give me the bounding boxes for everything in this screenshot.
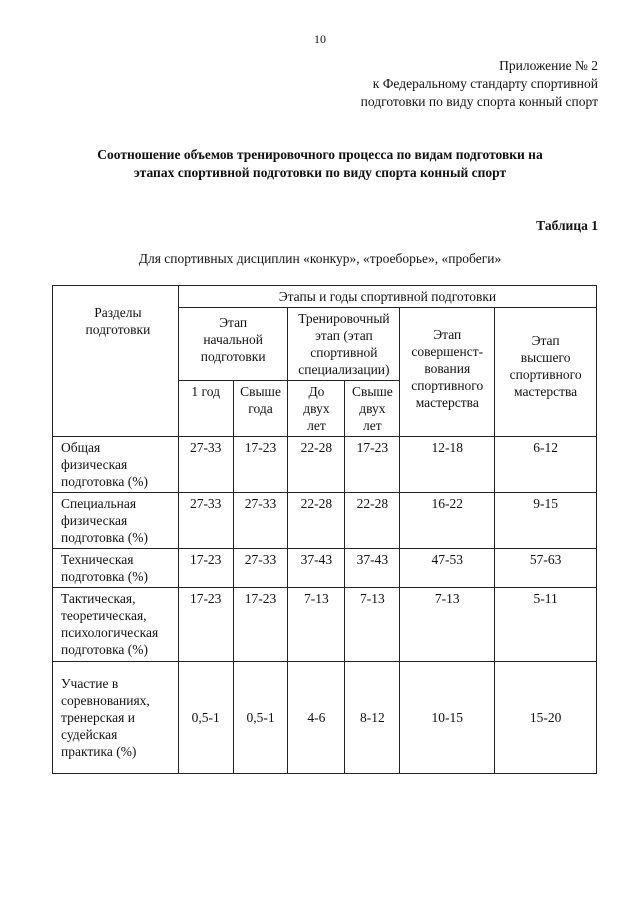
header-stage-initial: [178, 308, 288, 381]
header-text-line: этап (этап: [315, 328, 373, 343]
row-label-cell: [53, 437, 179, 493]
table-row: [53, 493, 597, 549]
header-text-line: года: [248, 401, 273, 416]
row-label-line: практика (%): [61, 744, 137, 759]
value-cell: 57-63: [495, 549, 597, 588]
row-label-line: тренерская и: [61, 710, 135, 725]
row-label-line: подготовка (%): [61, 530, 149, 545]
table-row: [53, 437, 597, 493]
row-label-line: физическая: [61, 513, 128, 528]
header-sections-cell: [53, 286, 179, 437]
training-ratio-table: [52, 285, 597, 774]
header-text-line: мастерства: [514, 384, 578, 399]
value-cell: 15-20: [495, 662, 597, 774]
header-stage-training: [288, 308, 400, 381]
header-text-line: лет: [307, 418, 326, 433]
value-cell: 17-23: [178, 588, 233, 662]
header-text-line: лет: [363, 418, 382, 433]
appendix-line: Приложение № 2: [499, 58, 598, 73]
header-text-line: совершенст-: [411, 344, 484, 359]
header-text-line: Этап: [219, 315, 248, 330]
header-initial-year1: [178, 381, 233, 437]
header-text-line: спортивного: [509, 367, 582, 382]
row-label-line: соревнованиях,: [61, 693, 150, 708]
value-cell: 7-13: [345, 588, 400, 662]
appendix-block: [361, 57, 598, 111]
row-label-cell: [53, 493, 179, 549]
header-text-line: Свыше: [351, 384, 393, 399]
header-training-over2: [345, 381, 400, 437]
value-cell: 22-28: [288, 437, 345, 493]
header-text-line: 1 год: [191, 384, 220, 399]
table-row: [53, 662, 597, 774]
appendix-line: к Федеральному стандарту спортивной: [372, 76, 598, 91]
value-cell: 37-43: [288, 549, 345, 588]
row-label-line: подготовка (%): [61, 569, 149, 584]
table-row: [53, 549, 597, 588]
header-text-line: специализации): [298, 362, 390, 377]
document-title: [40, 146, 600, 182]
row-label-line: Общая: [61, 440, 101, 455]
header-text-line: спортивной: [310, 345, 378, 360]
header-text-line: вования: [424, 361, 471, 376]
row-label-line: физическая: [61, 457, 128, 472]
title-line: Соотношение объемов тренировочного процесса по видам подготовки на: [97, 147, 543, 162]
value-cell: 9-15: [495, 493, 597, 549]
row-label-line: теоретическая,: [61, 608, 147, 623]
value-cell: 17-23: [178, 549, 233, 588]
row-label-cell: [53, 662, 179, 774]
title-line: этапах спортивной подготовки по виду спорта конный спорт: [133, 165, 507, 180]
value-cell: 0,5-1: [233, 662, 288, 774]
header-text-line: Тренировочный: [298, 311, 390, 326]
header-text-line: Разделы: [94, 305, 142, 320]
value-cell: 4-6: [288, 662, 345, 774]
row-label-line: Участие в: [61, 676, 119, 691]
row-label-line: подготовка (%): [61, 642, 149, 657]
header-text-line: подготовки: [200, 349, 266, 364]
table-row: [53, 588, 597, 662]
header-text-line: подготовки: [85, 322, 151, 337]
row-label-line: психологическая: [61, 625, 159, 640]
row-label-line: Тактическая,: [61, 591, 136, 606]
table-body: [53, 437, 597, 774]
value-cell: 8-12: [345, 662, 400, 774]
value-cell: 0,5-1: [178, 662, 233, 774]
header-stages-cell: Этапы и годы спортивной подготовки: [178, 286, 596, 308]
value-cell: 47-53: [400, 549, 495, 588]
appendix-line: подготовки по виду спорта конный спорт: [360, 94, 598, 109]
header-text-line: Этап: [433, 327, 462, 342]
header-text-line: двух: [359, 401, 386, 416]
value-cell: 12-18: [400, 437, 495, 493]
header-text-line: До: [308, 384, 325, 399]
value-cell: 27-33: [233, 493, 288, 549]
value-cell: 7-13: [288, 588, 345, 662]
header-training-upto2: [288, 381, 345, 437]
header-text-line: высшего: [520, 350, 571, 365]
header-text-line: Этап: [531, 333, 560, 348]
value-cell: 17-23: [233, 437, 288, 493]
header-text-line: начальной: [203, 332, 263, 347]
header-initial-over: [233, 381, 288, 437]
header-sections-text: [61, 304, 175, 338]
header-text-line: двух: [303, 401, 330, 416]
disciplines-caption: Для спортивных дисциплин «конкур», «троеборье», «пробеги»: [138, 251, 502, 266]
value-cell: 17-23: [345, 437, 400, 493]
value-cell: 27-33: [178, 493, 233, 549]
value-cell: 22-28: [345, 493, 400, 549]
row-label-cell: [53, 588, 179, 662]
row-label-line: подготовка (%): [61, 474, 149, 489]
value-cell: 27-33: [178, 437, 233, 493]
value-cell: 10-15: [400, 662, 495, 774]
header-text-line: мастерства: [415, 395, 479, 410]
row-label-line: Специальная: [61, 496, 137, 511]
row-label-cell: [53, 549, 179, 588]
value-cell: 17-23: [233, 588, 288, 662]
row-label-line: Техническая: [61, 552, 134, 567]
table-number: Таблица 1: [536, 218, 598, 233]
page-number: 10: [314, 32, 326, 46]
header-text-line: Свыше: [240, 384, 281, 399]
header-stage-highest: [495, 308, 597, 437]
value-cell: 22-28: [288, 493, 345, 549]
value-cell: 16-22: [400, 493, 495, 549]
value-cell: 27-33: [233, 549, 288, 588]
value-cell: 37-43: [345, 549, 400, 588]
value-cell: 7-13: [400, 588, 495, 662]
value-cell: 5-11: [495, 588, 597, 662]
value-cell: 6-12: [495, 437, 597, 493]
header-stage-improvement: [400, 308, 495, 437]
row-label-line: судейская: [61, 727, 118, 742]
header-text-line: спортивного: [411, 378, 484, 393]
